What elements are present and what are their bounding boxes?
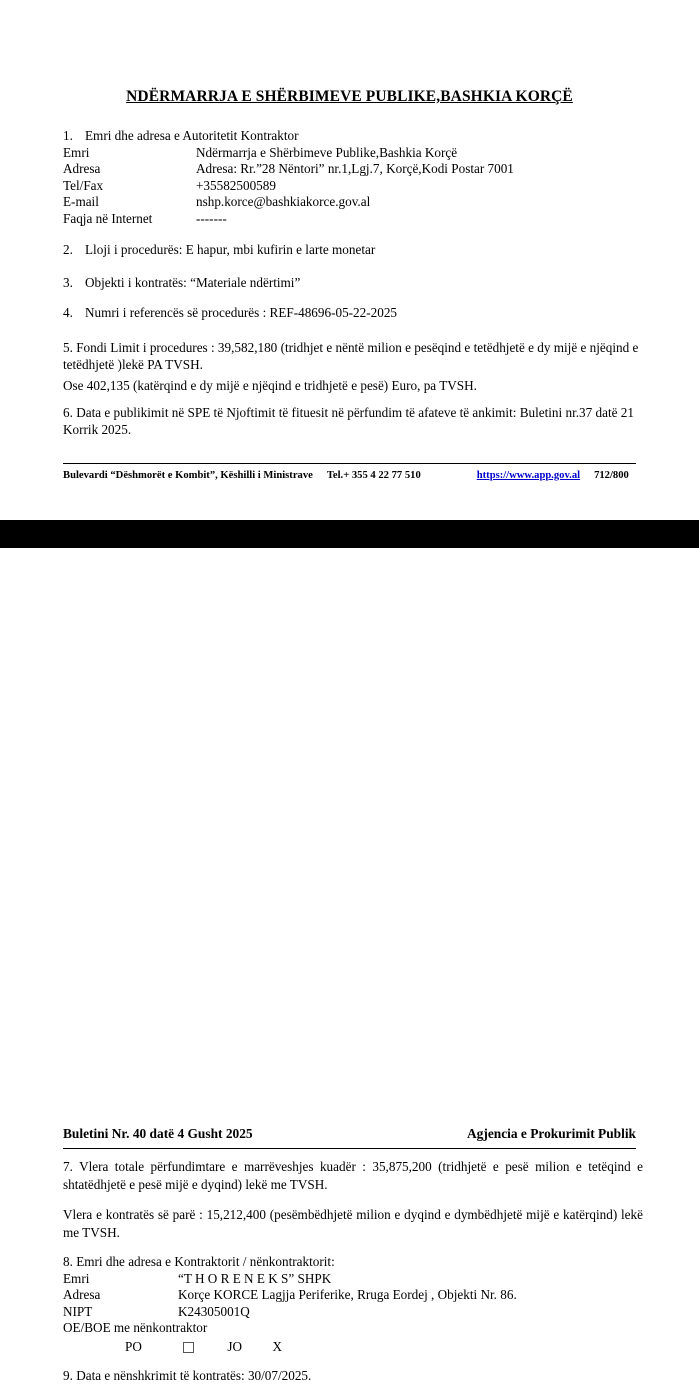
contractor-label-nipt: NIPT [63,1303,93,1319]
section-total-value: 7. Vlera totale përfundimtare e marrëveshjes kuadër : 35,875,200 (tridhjetë e pesë milion e tetëqind e shtatëdhjetë e pesë mijë e dyqind) lekë me TVSH. [63,1159,643,1192]
field-row-telfax [63,178,643,195]
field-label-address: Adresa [63,161,101,176]
field-value-name: Ndërmarrja e Shërbimeve Publike,Bashkia Korçë [196,144,458,160]
field-row-address [63,161,643,178]
field-row-email [63,194,643,211]
section-fund-limit [63,339,643,394]
section-procedure-type [63,242,643,259]
contractor-label-address: Adresa [63,1287,101,1302]
section3-number: 3. [63,275,73,290]
footer-address: Bulevardi “Dëshmorët e Kombit”, Këshilli i Ministrave [63,470,313,481]
footer-divider [63,463,636,464]
contractor-value-nipt: K24305001Q [178,1303,250,1319]
contractor-label-name: Emri [63,1270,90,1286]
bulletin-header-right: Agjencia e Prokurimit Publik [467,1126,636,1141]
section-first-contract-value: Vlera e kontratës së parë : 15,212,400 (pesëmbëdhjetë milion e dyqind e dymbëdhjetë mijë e katërqind) lekë me TVSH. [63,1207,643,1240]
contractor-value-address: Korçe KORCE Lagjja Periferike, Rruga Eordej , Objekti Nr. 86. [178,1287,517,1302]
field-label-telfax: Tel/Fax [63,177,104,193]
contractor-row-address [63,1287,643,1304]
section4-text: Numri i referencës së procedurës : REF-48696-05-22-2025 [85,305,398,320]
bulletin-header-left: Buletini Nr. 40 datë 4 Gusht 2025 [63,1126,253,1141]
contractor-row-nipt [63,1304,643,1321]
field-value-address: Adresa: Rr.”28 Nëntori” nr.1,Lgj.7, Korçë,Kodi Postar 7001 [196,161,514,176]
section8-heading: 8. Emri dhe adresa e Kontraktorit / nënkontraktorit: [63,1254,335,1269]
po-label: PO [125,1338,142,1354]
contractor-row-name [63,1271,643,1288]
field-value-email: nshp.korce@bashkiakorce.gov.al [196,194,371,209]
section-signature-date: 9. Data e nënshkrimit të kontratës: 30/07/2025. [63,1368,312,1383]
field-row-website [63,211,643,228]
footer-link[interactable]: https://www.app.gov.al [476,470,581,481]
jo-label: JO [227,1338,242,1354]
footer-phone: Tel.+ 355 4 22 77 510 [326,470,421,481]
page-footer [63,470,643,481]
section2-text: Lloji i procedurës: E hapur, mbi kufirin e larte monetar [85,242,376,257]
section-contracting-authority [63,128,643,227]
fund-limit-euro-line: Ose 402,135 (katërqind e dy mijë e njëqind e tridhjetë e pesë) Euro, pa TVSH. [63,378,477,393]
subcontractor-choice-row [63,1339,643,1356]
section1-heading-row [63,128,643,145]
section2-number: 2. [63,242,73,257]
field-label-name: Emri [63,144,90,160]
field-label-email: E-mail [63,194,99,209]
field-label-website: Faqja në Internet [63,210,153,226]
bulletin-header-divider [63,1148,636,1149]
page-title: NDËRMARRJA E SHËRBIMEVE PUBLIKE,BASHKIA KORÇË [126,88,573,105]
section1-number: 1. [63,128,73,143]
po-checkbox[interactable] [183,1342,194,1353]
page-separator-band [0,520,699,548]
field-value-website: ------- [196,210,227,226]
bulletin-header [63,1126,636,1142]
section3-text: Objekti i kontratës: “Materiale ndërtimi” [85,275,301,290]
section-contractor [63,1254,643,1355]
footer-page-number: 712/800 [594,470,629,481]
jo-checkbox-mark[interactable]: X [272,1338,282,1354]
fund-limit-line: 5. Fondi Limit i procedures : 39,582,180 (tridhjet e nëntë milion e pesëqind e tetëdhjetë e dy mijë e njëqind e tetëdhjetë )lekë PA TVSH. [63,340,639,372]
section4-number: 4. [63,305,73,320]
section1-heading: Emri dhe adresa e Autoritetit Kontraktor [85,128,299,143]
subcontractor-label: OE/BOE me nënkontraktor [63,1320,208,1335]
page-top-section [0,0,699,520]
contractor-value-name: “T H O R E N E K S” SHPK [178,1270,332,1286]
section-contract-object [63,275,643,292]
page-bottom-section [0,548,699,1383]
field-value-telfax: +35582500589 [196,177,276,193]
field-row-name [63,145,643,162]
section-reference-number [63,305,643,322]
section-publication-date: 6. Data e publikimit në SPE të Njoftimit të fituesit në përfundim të afateve të ankimit: Buletini nr.37 datë 21 Korrik 2025. [63,405,634,437]
